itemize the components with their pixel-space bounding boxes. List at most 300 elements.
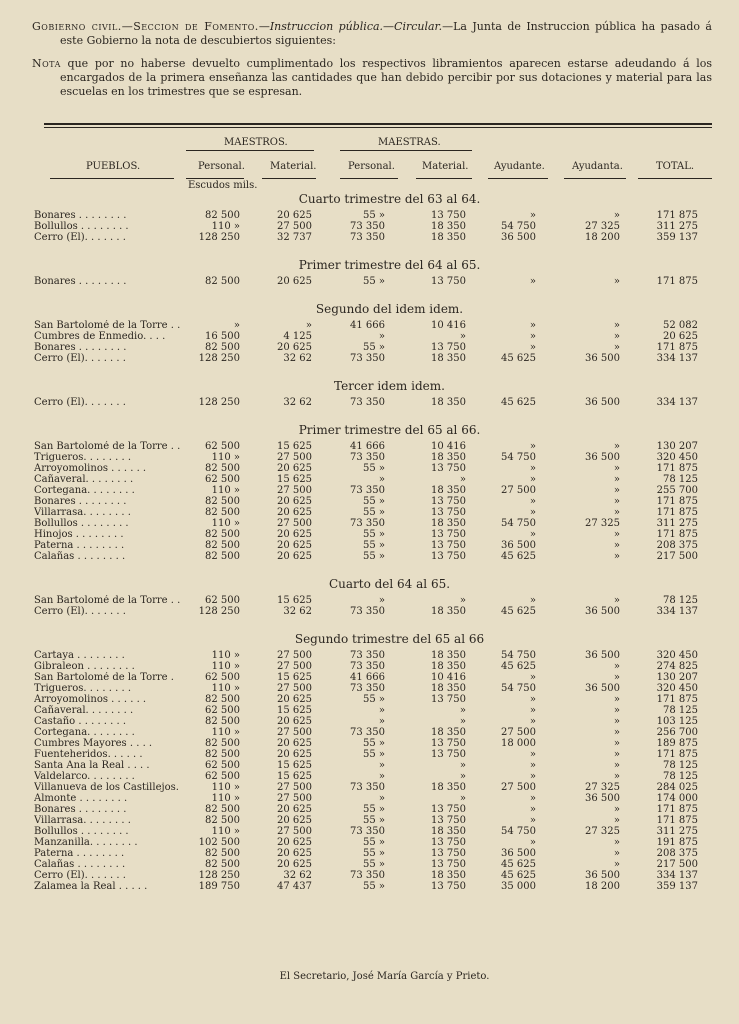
cell-pueblo-name: Bonares . . . . . . . .	[34, 210, 127, 221]
cell-personal-maestras: 73 350	[350, 452, 385, 463]
cell-total: 78 125	[663, 595, 698, 606]
section-gap	[0, 408, 739, 419]
cell-personal-maestros: 128 250	[198, 397, 240, 408]
cell-personal-maestros: 16 500	[205, 331, 240, 342]
cell-ayudanta: »	[613, 661, 620, 672]
cell-ayudante: »	[529, 672, 536, 683]
cell-total: 217 500	[656, 551, 698, 562]
cell-ayudanta: »	[613, 320, 620, 331]
gobierno-label: Gobierno civil.	[32, 20, 122, 33]
cell-personal-maestros: 62 500	[205, 441, 240, 452]
section-title: Segundo del idem idem.	[315, 302, 464, 316]
cell-pueblo-name: Arroyomolinos . . . . . .	[34, 694, 147, 705]
cell-ayudanta: 36 500	[585, 650, 620, 661]
cell-material-maestras: »	[459, 760, 466, 771]
cell-personal-maestras: 55 »	[362, 804, 385, 815]
cell-pueblo-name: Santa Ana la Real . . . .	[34, 760, 150, 771]
cell-personal-maestras: »	[378, 793, 385, 804]
cell-ayudanta: »	[613, 705, 620, 716]
cell-material-maestros: 27 500	[277, 518, 312, 529]
ayudante-underline	[488, 178, 548, 179]
table-row	[0, 595, 739, 606]
cell-material-maestros: 20 625	[277, 848, 312, 859]
table-row	[0, 474, 739, 485]
cell-material-maestras: 18 350	[431, 870, 466, 881]
cell-total: 359 137	[656, 232, 698, 243]
cell-material-maestras: 10 416	[431, 441, 466, 452]
cell-material-maestras: 13 750	[431, 210, 466, 221]
pueblos-underline	[50, 178, 174, 179]
cell-ayudanta: 18 200	[585, 232, 620, 243]
cell-personal-maestras: 73 350	[350, 826, 385, 837]
cell-personal-maestras: »	[378, 716, 385, 727]
cell-ayudante: »	[529, 507, 536, 518]
cell-personal-maestras: »	[378, 771, 385, 782]
cell-material-maestros: 27 500	[277, 683, 312, 694]
header-personal-maestros: Personal.	[198, 161, 245, 172]
cell-ayudante: 36 500	[501, 232, 536, 243]
table-row	[0, 232, 739, 243]
cell-personal-maestros: 82 500	[205, 716, 240, 727]
cell-personal-maestros: 82 500	[205, 540, 240, 551]
cell-material-maestras: »	[459, 705, 466, 716]
table-row	[0, 529, 739, 540]
cell-pueblo-name: Cerro (El). . . . . . .	[34, 606, 126, 617]
cell-total: 311 275	[656, 826, 698, 837]
cell-personal-maestras: 55 »	[362, 815, 385, 826]
cell-personal-maestros: 62 500	[205, 705, 240, 716]
table-row	[0, 683, 739, 694]
cell-ayudante: 35 000	[501, 881, 536, 892]
cell-personal-maestras: 73 350	[350, 221, 385, 232]
cell-ayudanta: 36 500	[585, 397, 620, 408]
cell-pueblo-name: Cartaya . . . . . . . .	[34, 650, 125, 661]
cell-pueblo-name: Zalamea la Real . . . . .	[34, 881, 148, 892]
cell-pueblo-name: Villarrasa. . . . . . . .	[34, 815, 131, 826]
cell-pueblo-name: Manzanilla. . . . . . . .	[34, 837, 138, 848]
cell-personal-maestras: 55 »	[362, 342, 385, 353]
header-ayudante: Ayudante.	[494, 161, 545, 172]
cell-material-maestros: 20 625	[277, 815, 312, 826]
cell-total: 255 700	[656, 485, 698, 496]
table-row	[0, 738, 739, 749]
cell-ayudante: 27 500	[501, 485, 536, 496]
cell-ayudanta: 36 500	[585, 793, 620, 804]
cell-personal-maestras: 41 666	[350, 441, 385, 452]
cell-total: 256 700	[656, 727, 698, 738]
cell-material-maestras: 18 350	[431, 650, 466, 661]
table-row	[0, 221, 739, 232]
cell-material-maestros: 27 500	[277, 650, 312, 661]
table-row	[0, 518, 739, 529]
cell-personal-maestros: 62 500	[205, 771, 240, 782]
cell-material-maestros: 15 625	[277, 441, 312, 452]
cell-personal-maestras: 55 »	[362, 276, 385, 287]
cell-ayudanta: »	[613, 331, 620, 342]
personal-f-underline	[340, 178, 398, 179]
cell-personal-maestros: 82 500	[205, 804, 240, 815]
cell-material-maestros: 20 625	[277, 276, 312, 287]
table-row	[0, 716, 739, 727]
cell-pueblo-name: Trigueros. . . . . . . .	[34, 683, 132, 694]
cell-ayudanta: 27 325	[585, 221, 620, 232]
cell-material-maestras: »	[459, 771, 466, 782]
cell-total: 171 875	[656, 529, 698, 540]
cell-pueblo-name: Almonte . . . . . . . .	[34, 793, 128, 804]
cell-ayudante: »	[529, 320, 536, 331]
cell-material-maestros: 20 625	[277, 210, 312, 221]
cell-pueblo-name: Calañas . . . . . . . .	[34, 859, 126, 870]
section-gap	[0, 364, 739, 375]
cell-ayudante: 45 625	[501, 551, 536, 562]
cell-ayudante: »	[529, 694, 536, 705]
cell-pueblo-name: Trigueros. . . . . . . .	[34, 452, 132, 463]
cell-ayudante: 36 500	[501, 540, 536, 551]
cell-material-maestras: »	[459, 716, 466, 727]
cell-ayudante: »	[529, 793, 536, 804]
cell-total: 130 207	[656, 441, 698, 452]
cell-pueblo-name: Cumbres de Enmedio. . . .	[34, 331, 166, 342]
cell-ayudante: 45 625	[501, 353, 536, 364]
cell-ayudante: 54 750	[501, 683, 536, 694]
cell-ayudante: »	[529, 760, 536, 771]
table-row	[0, 397, 739, 408]
intro-paragraph	[32, 20, 712, 48]
header-pueblos: PUEBLOS.	[86, 161, 141, 172]
cell-ayudante: 54 750	[501, 452, 536, 463]
table-row	[0, 661, 739, 672]
cell-personal-maestras: 55 »	[362, 529, 385, 540]
cell-material-maestros: 20 625	[277, 496, 312, 507]
cell-total: 208 375	[656, 540, 698, 551]
cell-total: 171 875	[656, 342, 698, 353]
section-gap	[0, 562, 739, 573]
maestros-underline	[186, 150, 314, 151]
cell-ayudante: 27 500	[501, 727, 536, 738]
cell-ayudanta: »	[613, 474, 620, 485]
table-row	[0, 320, 739, 331]
cell-personal-maestros: 62 500	[205, 595, 240, 606]
cell-ayudante: 45 625	[501, 397, 536, 408]
cell-ayudante: 54 750	[501, 518, 536, 529]
cell-pueblo-name: Cerro (El). . . . . . .	[34, 232, 126, 243]
cell-personal-maestras: 55 »	[362, 859, 385, 870]
cell-pueblo-name: Hinojos . . . . . . . .	[34, 529, 124, 540]
cell-material-maestras: 18 350	[431, 221, 466, 232]
cell-personal-maestras: 55 »	[362, 551, 385, 562]
cell-ayudante: »	[529, 705, 536, 716]
table-row	[0, 727, 739, 738]
cell-total: 274 825	[656, 661, 698, 672]
cell-ayudanta: »	[613, 727, 620, 738]
cell-ayudanta: 36 500	[585, 452, 620, 463]
cell-personal-maestras: 73 350	[350, 353, 385, 364]
cell-ayudante: 54 750	[501, 221, 536, 232]
table-row	[0, 650, 739, 661]
cell-personal-maestros: 128 250	[198, 606, 240, 617]
cell-personal-maestros: 128 250	[198, 353, 240, 364]
cell-personal-maestros: 110 »	[211, 793, 240, 804]
cell-material-maestras: 13 750	[431, 529, 466, 540]
table-row	[0, 859, 739, 870]
header-maestros: MAESTROS.	[224, 137, 288, 148]
cell-ayudanta: »	[613, 716, 620, 727]
cell-material-maestras: 18 350	[431, 452, 466, 463]
cell-pueblo-name: Gibraleon . . . . . . . .	[34, 661, 135, 672]
cell-personal-maestros: 82 500	[205, 738, 240, 749]
cell-material-maestros: 47 437	[277, 881, 312, 892]
cell-total: 320 450	[656, 452, 698, 463]
header-total: TOTAL.	[656, 161, 695, 172]
cell-total: 334 137	[656, 606, 698, 617]
cell-material-maestras: 13 750	[431, 749, 466, 760]
cell-total: 78 125	[663, 771, 698, 782]
table-row	[0, 848, 739, 859]
cell-material-maestros: 32 62	[283, 606, 312, 617]
cell-pueblo-name: Paterna . . . . . . . .	[34, 848, 125, 859]
cell-material-maestras: 18 350	[431, 826, 466, 837]
cell-ayudante: »	[529, 804, 536, 815]
section-title: Cuarto del 64 al 65.	[328, 577, 451, 591]
cell-personal-maestras: 73 350	[350, 782, 385, 793]
cell-material-maestros: 20 625	[277, 540, 312, 551]
table-row	[0, 804, 739, 815]
cell-personal-maestros: 82 500	[205, 859, 240, 870]
cell-total: 191 875	[656, 837, 698, 848]
cell-pueblo-name: Cañaveral. . . . . . . .	[34, 705, 134, 716]
cell-material-maestros: 20 625	[277, 529, 312, 540]
table-row	[0, 672, 739, 683]
cell-ayudanta: »	[613, 551, 620, 562]
cell-material-maestros: 20 625	[277, 694, 312, 705]
cell-personal-maestros: 82 500	[205, 749, 240, 760]
cell-personal-maestros: 82 500	[205, 276, 240, 287]
cell-material-maestros: »	[305, 320, 312, 331]
cell-personal-maestras: 55 »	[362, 694, 385, 705]
cell-total: 171 875	[656, 804, 698, 815]
cell-material-maestras: 18 350	[431, 782, 466, 793]
cell-material-maestros: 15 625	[277, 771, 312, 782]
cell-total: 334 137	[656, 870, 698, 881]
cell-personal-maestros: 110 »	[211, 826, 240, 837]
cell-material-maestros: 20 625	[277, 859, 312, 870]
cell-ayudante: »	[529, 276, 536, 287]
cell-ayudanta: 18 200	[585, 881, 620, 892]
cell-pueblo-name: Bollullos . . . . . . . .	[34, 518, 129, 529]
table-row	[0, 452, 739, 463]
cell-ayudante: 36 500	[501, 848, 536, 859]
cell-ayudante: »	[529, 749, 536, 760]
table-row	[0, 276, 739, 287]
cell-ayudanta: »	[613, 815, 620, 826]
cell-personal-maestras: 55 »	[362, 210, 385, 221]
cell-material-maestros: 15 625	[277, 474, 312, 485]
cell-personal-maestros: 62 500	[205, 474, 240, 485]
escudos-label: Escudos mils.	[188, 180, 258, 191]
section-title: Tercer idem idem.	[334, 379, 445, 393]
cell-pueblo-name: Bollullos . . . . . . . .	[34, 826, 129, 837]
cell-personal-maestras: »	[378, 760, 385, 771]
cell-total: 284 025	[656, 782, 698, 793]
cell-ayudanta: »	[613, 496, 620, 507]
cell-material-maestras: 13 750	[431, 804, 466, 815]
subject-label: —Instruccion pública.—Circular.	[258, 20, 443, 33]
cell-material-maestros: 15 625	[277, 760, 312, 771]
cell-ayudanta: »	[613, 210, 620, 221]
cell-personal-maestras: 55 »	[362, 507, 385, 518]
cell-material-maestros: 32 737	[277, 232, 312, 243]
cell-material-maestros: 27 500	[277, 826, 312, 837]
cell-material-maestros: 20 625	[277, 804, 312, 815]
cell-pueblo-name: Bollullos . . . . . . . .	[34, 221, 129, 232]
cell-total: 174 000	[656, 793, 698, 804]
cell-pueblo-name: Calañas . . . . . . . .	[34, 551, 126, 562]
cell-material-maestros: 15 625	[277, 705, 312, 716]
cell-material-maestras: 13 750	[431, 463, 466, 474]
cell-personal-maestros: 62 500	[205, 760, 240, 771]
cell-ayudante: 45 625	[501, 606, 536, 617]
table-row	[0, 771, 739, 782]
table-row	[0, 485, 739, 496]
cell-personal-maestros: 82 500	[205, 342, 240, 353]
cell-material-maestros: 20 625	[277, 507, 312, 518]
cell-personal-maestras: 73 350	[350, 485, 385, 496]
cell-material-maestras: »	[459, 474, 466, 485]
cell-ayudante: »	[529, 595, 536, 606]
cell-total: 334 137	[656, 353, 698, 364]
cell-material-maestras: »	[459, 793, 466, 804]
cell-material-maestros: 32 62	[283, 397, 312, 408]
cell-total: 20 625	[663, 331, 698, 342]
header-material-maestras: Material.	[422, 161, 469, 172]
cell-ayudante: »	[529, 771, 536, 782]
cell-personal-maestras: 55 »	[362, 463, 385, 474]
cell-total: 130 207	[656, 672, 698, 683]
cell-personal-maestras: »	[378, 331, 385, 342]
table-row	[0, 342, 739, 353]
cell-total: 320 450	[656, 683, 698, 694]
cell-ayudanta: »	[613, 760, 620, 771]
cell-total: 217 500	[656, 859, 698, 870]
cell-ayudanta: »	[613, 342, 620, 353]
cell-pueblo-name: Bonares . . . . . . . .	[34, 276, 127, 287]
cell-ayudanta: »	[613, 595, 620, 606]
cell-personal-maestras: 73 350	[350, 606, 385, 617]
cell-ayudante: »	[529, 210, 536, 221]
cell-personal-maestras: 73 350	[350, 661, 385, 672]
cell-pueblo-name: Paterna . . . . . . . .	[34, 540, 125, 551]
cell-ayudante: 45 625	[501, 859, 536, 870]
table-row	[0, 782, 739, 793]
cell-ayudanta: 36 500	[585, 870, 620, 881]
cell-ayudante: »	[529, 496, 536, 507]
cell-ayudanta: »	[613, 672, 620, 683]
cell-ayudante: 54 750	[501, 826, 536, 837]
cell-total: 171 875	[656, 749, 698, 760]
section-label: —Seccion de Fomento.	[121, 20, 259, 33]
cell-pueblo-name: Bonares . . . . . . . .	[34, 342, 127, 353]
cell-material-maestras: 13 750	[431, 694, 466, 705]
secretary-signature: El Secretario, José María García y Prieto.	[279, 971, 490, 982]
cell-pueblo-name: Cortegana. . . . . . . .	[34, 727, 135, 738]
ayudanta-underline	[564, 178, 626, 179]
cell-material-maestros: 20 625	[277, 749, 312, 760]
cell-ayudante: »	[529, 529, 536, 540]
cell-personal-maestros: 82 500	[205, 848, 240, 859]
cell-ayudante: »	[529, 342, 536, 353]
descubiertos-table	[0, 188, 739, 892]
cell-material-maestros: 27 500	[277, 221, 312, 232]
cell-personal-maestros: 110 »	[211, 221, 240, 232]
cell-material-maestras: 13 750	[431, 540, 466, 551]
table-row	[0, 815, 739, 826]
table-row	[0, 540, 739, 551]
cell-personal-maestros: 110 »	[211, 518, 240, 529]
section-title: Primer trimestre del 64 al 65.	[298, 258, 481, 272]
table-row	[0, 837, 739, 848]
cell-material-maestros: 27 500	[277, 485, 312, 496]
cell-material-maestras: 13 750	[431, 738, 466, 749]
cell-personal-maestros: 82 500	[205, 551, 240, 562]
cell-ayudante: »	[529, 716, 536, 727]
table-row	[0, 705, 739, 716]
cell-material-maestras: 13 750	[431, 496, 466, 507]
intro-text: —La Junta de Instruccion pública ha pasado á este Gobierno la nota de descubiertos siguientes:	[60, 20, 712, 47]
cell-material-maestros: 27 500	[277, 793, 312, 804]
cell-personal-maestros: »	[233, 320, 240, 331]
table-row	[0, 793, 739, 804]
header-ayudanta: Ayudanta.	[572, 161, 623, 172]
cell-pueblo-name: Villanueva de los Castillejos.	[34, 782, 179, 793]
table-row	[0, 507, 739, 518]
table-row	[0, 210, 739, 221]
cell-personal-maestros: 110 »	[211, 485, 240, 496]
cell-material-maestras: 10 416	[431, 320, 466, 331]
cell-total: 171 875	[656, 507, 698, 518]
cell-ayudanta: »	[613, 507, 620, 518]
cell-total: 171 875	[656, 463, 698, 474]
cell-ayudanta: 36 500	[585, 353, 620, 364]
cell-material-maestras: 13 750	[431, 881, 466, 892]
cell-material-maestras: 13 750	[431, 551, 466, 562]
cell-personal-maestras: »	[378, 474, 385, 485]
cell-total: 78 125	[663, 760, 698, 771]
cell-total: 171 875	[656, 210, 698, 221]
cell-material-maestros: 15 625	[277, 672, 312, 683]
cell-total: 103 125	[656, 716, 698, 727]
cell-total: 359 137	[656, 881, 698, 892]
table-row	[0, 694, 739, 705]
cell-pueblo-name: Bonares . . . . . . . .	[34, 496, 127, 507]
table-row	[0, 749, 739, 760]
cell-ayudanta: 36 500	[585, 683, 620, 694]
cell-personal-maestras: 41 666	[350, 672, 385, 683]
cell-pueblo-name: Valdelarco. . . . . . . .	[34, 771, 135, 782]
section-gap	[0, 287, 739, 298]
cell-ayudante: »	[529, 463, 536, 474]
cell-personal-maestros: 82 500	[205, 529, 240, 540]
cell-material-maestros: 20 625	[277, 551, 312, 562]
cell-ayudanta: 27 325	[585, 518, 620, 529]
cell-pueblo-name: Cerro (El). . . . . . .	[34, 353, 126, 364]
cell-personal-maestros: 110 »	[211, 661, 240, 672]
table-row	[0, 881, 739, 892]
section-gap	[0, 617, 739, 628]
cell-material-maestras: 13 750	[431, 837, 466, 848]
cell-pueblo-name: Cañaveral. . . . . . . .	[34, 474, 134, 485]
cell-personal-maestros: 62 500	[205, 672, 240, 683]
cell-ayudanta: »	[613, 441, 620, 452]
